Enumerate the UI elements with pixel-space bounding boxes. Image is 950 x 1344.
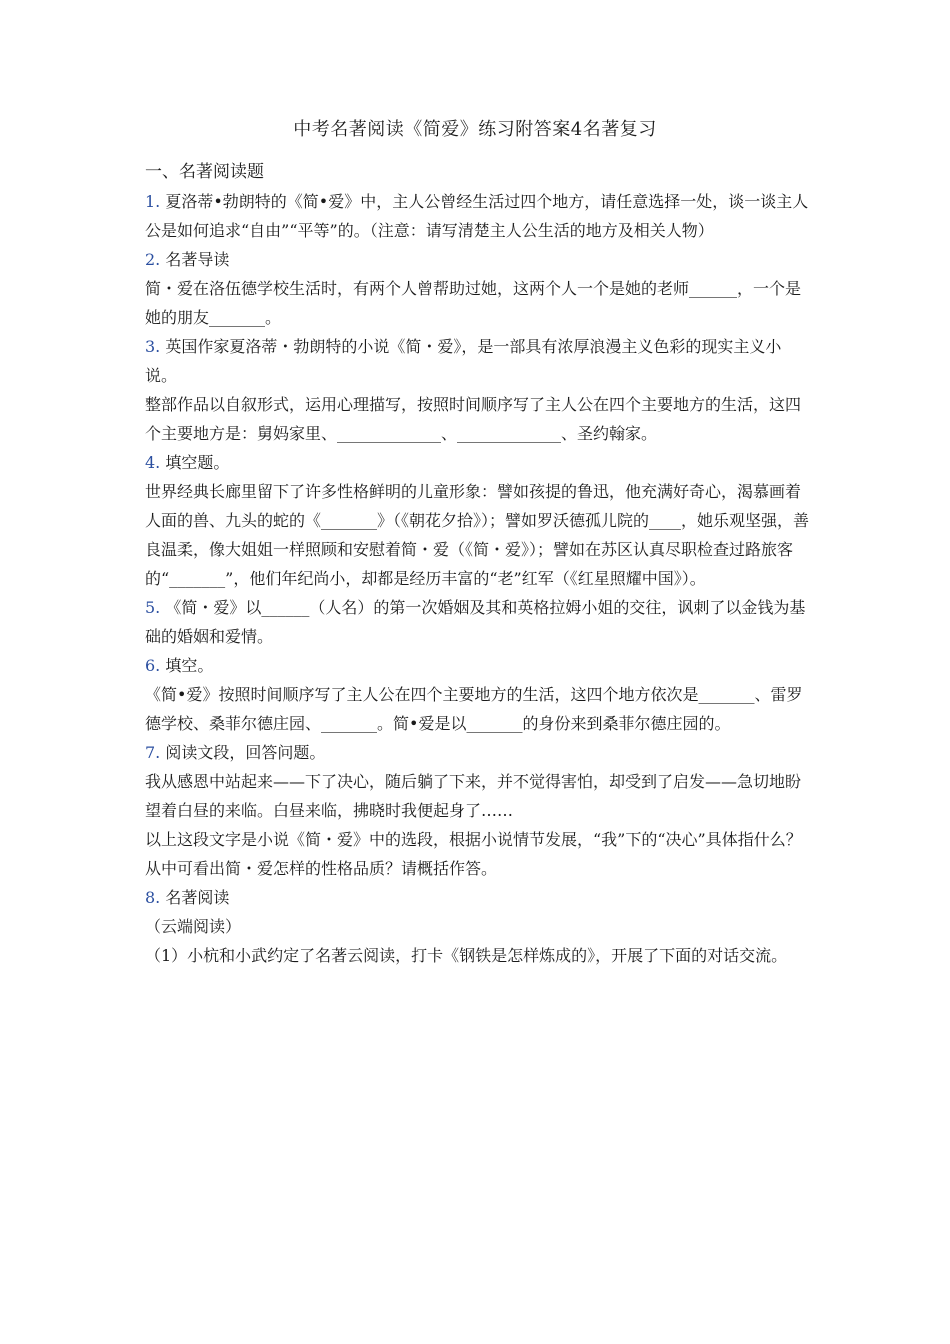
question-text: 填空题。: [165, 453, 230, 472]
question-5: [145, 593, 810, 651]
question-text: 夏洛蒂•勃朗特的《简•爱》中，主人公曾经生活过四个地方，请任意选择一处，谈一谈主人公是如何追求“自由”“平等”的。（注意：请写清楚主人公生活的地方及相关人物）: [145, 192, 809, 240]
question-number: 6.: [145, 656, 161, 675]
question-paragraph: （1）小杭和小武约定了名著云阅读，打卡《钢铁是怎样炼成的》，开展了下面的对话交流。: [145, 946, 788, 965]
document-body: [145, 158, 810, 970]
question-2: [145, 245, 810, 274]
question-paragraph: 《简•爱》按照时间顺序写了主人公在四个主要地方的生活，这四个地方依次是_______、雷罗德学校、桑菲尔德庄园、_______。简•爱是以_______的身份来到桑菲尔德庄园的。: [145, 685, 803, 733]
question-text: 阅读文段，回答问题。: [165, 743, 326, 762]
document-title: 中考名著阅读《简爱》练习附答案4名著复习: [293, 119, 657, 140]
question-number: 5.: [145, 598, 161, 617]
question-7: [145, 738, 810, 767]
question-4: [145, 448, 810, 477]
question-3: [145, 332, 810, 390]
question-paragraph: 世界经典长廊里留下了许多性格鲜明的儿童形象：譬如孩提的鲁迅，他充满好奇心，渴慕画着人面的兽、九头的蛇的《_______》（《朝花夕拾》）；譬如罗沃德孤儿院的____，她乐观坚强，善良温柔，像大姐姐一样照顾和安慰着简・爱（《简・爱》）；譬如在苏区认真尽职检查过路旅客的“_______”，他们年纪尚小，却都是经历丰富的“老”红军（《红星照耀中国》）。: [145, 482, 810, 588]
question-text: 名著导读: [165, 250, 230, 269]
question-text: 《简・爱》以______（人名）的第一次婚姻及其和英格拉姆小姐的交往，讽刺了以金钱为基础的婚姻和爱情。: [145, 598, 806, 646]
question-8: [145, 883, 810, 912]
question-paragraph: （云端阅读）: [145, 917, 242, 936]
question-1: [145, 187, 810, 245]
question-text: 英国作家夏洛蒂・勃朗特的小说《简・爱》，是一部具有浓厚浪漫主义色彩的现实主义小说。: [145, 337, 782, 385]
question-text: 填空。: [165, 656, 214, 675]
question-text: 名著阅读: [165, 888, 230, 907]
question-paragraph: 我从感恩中站起来——下了决心，随后躺了下来，并不觉得害怕，却受到了启发——急切地盼望着白昼的来临。白昼来临，拂晓时我便起身了……: [145, 772, 802, 820]
question-number: 2.: [145, 250, 161, 269]
question-number: 1.: [145, 192, 161, 211]
question-6: [145, 651, 810, 680]
section-heading: 一、名著阅读题: [145, 162, 264, 182]
question-number: 8.: [145, 888, 161, 907]
question-paragraph: 以上这段文字是小说《简・爱》中的选段，根据小说情节发展，“我”下的“决心”具体指什么？从中可看出简・爱怎样的性格品质？请概括作答。: [145, 830, 802, 878]
question-number: 7.: [145, 743, 161, 762]
question-number: 3.: [145, 337, 161, 356]
question-paragraph: 整部作品以自叙形式，运用心理描写，按照时间顺序写了主人公在四个主要地方的生活，这四个主要地方是：舅妈家里、_____________、_____________、圣约翰家。: [145, 395, 802, 443]
question-number: 4.: [145, 453, 161, 472]
question-paragraph: 简・爱在洛伍德学校生活时，有两个人曾帮助过她，这两个人一个是她的老师______，一个是她的朋友_______。: [145, 279, 802, 327]
